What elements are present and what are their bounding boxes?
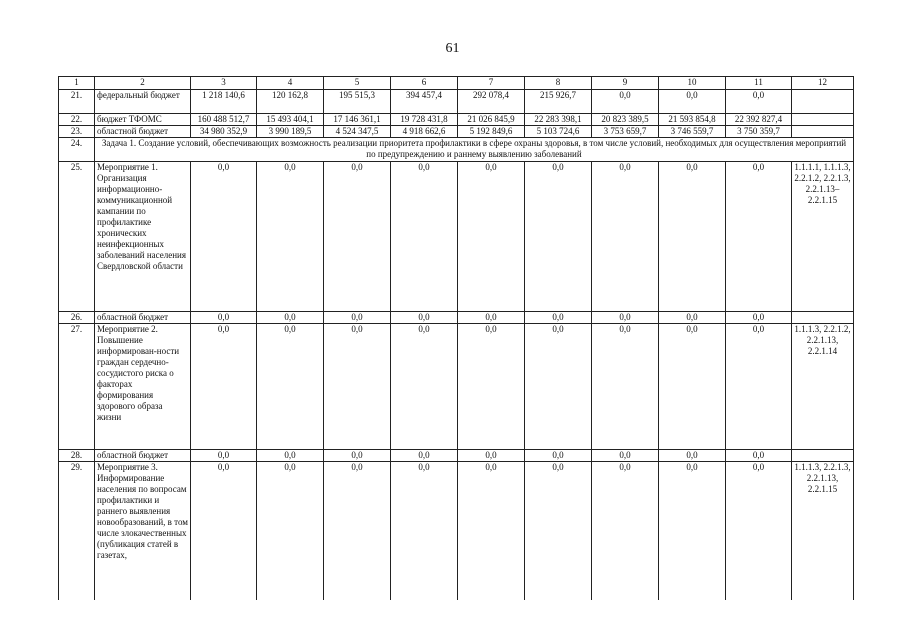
- header-cell: 4: [257, 77, 324, 90]
- value-cell: 0,0: [191, 312, 257, 324]
- value-cell: 0,0: [659, 324, 726, 450]
- value-cell: 34 980 352,9: [191, 126, 257, 138]
- value-cell: 160 488 512,7: [191, 114, 257, 126]
- value-cell: 0,0: [726, 450, 792, 462]
- value-cell: 0,0: [257, 312, 324, 324]
- row-name: Мероприятие 3. Информирование населения по вопросам профилактики и раннего выявления новообразований, в том числе злокачественных (публикация статей в газетах,: [95, 462, 191, 600]
- row-number: 22.: [59, 114, 95, 126]
- page-number: 61: [445, 41, 460, 56]
- value-cell: 0,0: [458, 312, 525, 324]
- value-cell: 0,0: [659, 162, 726, 312]
- header-cell: 7: [458, 77, 525, 90]
- value-cell: 0,0: [324, 324, 391, 450]
- codes-cell: 1.1.1.1, 1.1.1.3, 2.2.1.2, 2.2.1.3, 2.2.1.13– 2.2.1.15: [792, 162, 854, 312]
- value-cell: 3 990 189,5: [257, 126, 324, 138]
- value-cell: 0,0: [257, 324, 324, 450]
- value-cell: 0,0: [391, 312, 458, 324]
- value-cell: 1 218 140,6: [191, 90, 257, 114]
- row-number: 29.: [59, 462, 95, 600]
- value-cell: 0,0: [525, 450, 592, 462]
- header-cell: 1: [59, 77, 95, 90]
- value-cell: 3 750 359,7: [726, 126, 792, 138]
- row-name: Мероприятие 1. Организация информационно-коммуникационной кампании по профилактике хронических неинфекционных заболеваний населения Свердловской области: [95, 162, 191, 312]
- header-cell: 11: [726, 77, 792, 90]
- value-cell: 195 515,3: [324, 90, 391, 114]
- value-cell: 0,0: [191, 462, 257, 600]
- header-cell: 6: [391, 77, 458, 90]
- value-cell: 0,0: [458, 324, 525, 450]
- value-cell: 15 493 404,1: [257, 114, 324, 126]
- table-row: [59, 324, 854, 450]
- header-cell: 5: [324, 77, 391, 90]
- value-cell: 0,0: [525, 312, 592, 324]
- value-cell: 0,0: [592, 312, 659, 324]
- row-name: бюджет ТФОМС: [95, 114, 191, 126]
- value-cell: 0,0: [257, 162, 324, 312]
- value-cell: 0,0: [191, 450, 257, 462]
- header-row: [59, 77, 854, 90]
- table-row: [59, 312, 854, 324]
- value-cell: 5 192 849,6: [458, 126, 525, 138]
- row-number: 21.: [59, 90, 95, 114]
- table-row: [59, 462, 854, 600]
- value-cell: 0,0: [458, 450, 525, 462]
- value-cell: 4 524 347,5: [324, 126, 391, 138]
- value-cell: 0,0: [592, 450, 659, 462]
- value-cell: 0,0: [257, 462, 324, 600]
- table-row: [59, 114, 854, 126]
- value-cell: 0,0: [391, 324, 458, 450]
- table-row: [59, 90, 854, 114]
- value-cell: 0,0: [324, 450, 391, 462]
- value-cell: 0,0: [257, 450, 324, 462]
- row-name: областной бюджет: [95, 312, 191, 324]
- table-row: [59, 126, 854, 138]
- header-cell: 9: [592, 77, 659, 90]
- codes-cell: 1.1.1.3, 2.2.1.2, 2.2.1.13, 2.2.1.14: [792, 324, 854, 450]
- value-cell: 120 162,8: [257, 90, 324, 114]
- value-cell: 21 593 854,8: [659, 114, 726, 126]
- value-cell: 0,0: [324, 462, 391, 600]
- row-name: Мероприятие 2. Повышение информирован-ности граждан сердечно-сосудистого риска о факторах формирования здорового образа жизни: [95, 324, 191, 450]
- task-title: Задача 1. Создание условий, обеспечивающих возможность реализации приоритета профилактики в сфере охраны здоровья, в том числе условий, необходимых для осуществления мероприятий по предупреждению и раннему выявлению заболеваний: [95, 138, 854, 162]
- value-cell: 20 823 389,5: [592, 114, 659, 126]
- codes-cell: [792, 312, 854, 324]
- value-cell: 21 026 845,9: [458, 114, 525, 126]
- value-cell: 0,0: [191, 162, 257, 312]
- value-cell: 3 746 559,7: [659, 126, 726, 138]
- task-row: [59, 138, 854, 162]
- value-cell: 0,0: [592, 90, 659, 114]
- value-cell: 0,0: [525, 324, 592, 450]
- codes-cell: [792, 114, 854, 126]
- value-cell: 0,0: [659, 312, 726, 324]
- value-cell: 0,0: [659, 90, 726, 114]
- value-cell: 0,0: [525, 462, 592, 600]
- value-cell: 0,0: [592, 324, 659, 450]
- codes-cell: [792, 126, 854, 138]
- row-number: 28.: [59, 450, 95, 462]
- value-cell: 17 146 361,1: [324, 114, 391, 126]
- codes-cell: 1.1.1.3, 2.2.1.3, 2.2.1.13, 2.2.1.15: [792, 462, 854, 600]
- value-cell: 0,0: [726, 90, 792, 114]
- value-cell: 0,0: [726, 162, 792, 312]
- value-cell: 215 926,7: [525, 90, 592, 114]
- value-cell: 0,0: [659, 450, 726, 462]
- row-number: 25.: [59, 162, 95, 312]
- value-cell: 5 103 724,6: [525, 126, 592, 138]
- header-cell: 2: [95, 77, 191, 90]
- value-cell: 22 392 827,4: [726, 114, 792, 126]
- value-cell: 0,0: [324, 162, 391, 312]
- row-number: 27.: [59, 324, 95, 450]
- header-cell: 10: [659, 77, 726, 90]
- value-cell: 0,0: [592, 162, 659, 312]
- table-row: [59, 162, 854, 312]
- value-cell: 0,0: [391, 162, 458, 312]
- header-cell: 8: [525, 77, 592, 90]
- row-number: 23.: [59, 126, 95, 138]
- table-row: [59, 450, 854, 462]
- header-cell: 12: [792, 77, 854, 90]
- value-cell: 0,0: [391, 450, 458, 462]
- value-cell: 0,0: [726, 324, 792, 450]
- value-cell: 0,0: [324, 312, 391, 324]
- row-name: областной бюджет: [95, 450, 191, 462]
- value-cell: 0,0: [191, 324, 257, 450]
- value-cell: 19 728 431,8: [391, 114, 458, 126]
- value-cell: 0,0: [525, 162, 592, 312]
- value-cell: 0,0: [458, 462, 525, 600]
- value-cell: 22 283 398,1: [525, 114, 592, 126]
- value-cell: 0,0: [659, 462, 726, 600]
- codes-cell: [792, 450, 854, 462]
- row-name: федеральный бюджет: [95, 90, 191, 114]
- budget-table: [58, 76, 854, 600]
- value-cell: 3 753 659,7: [592, 126, 659, 138]
- value-cell: 394 457,4: [391, 90, 458, 114]
- value-cell: 0,0: [726, 462, 792, 600]
- value-cell: 4 918 662,6: [391, 126, 458, 138]
- row-number: 26.: [59, 312, 95, 324]
- row-number: 24.: [59, 138, 95, 162]
- row-name: областной бюджет: [95, 126, 191, 138]
- codes-cell: [792, 90, 854, 114]
- value-cell: 0,0: [391, 462, 458, 600]
- value-cell: 0,0: [726, 312, 792, 324]
- value-cell: 0,0: [458, 162, 525, 312]
- value-cell: 292 078,4: [458, 90, 525, 114]
- value-cell: 0,0: [592, 462, 659, 600]
- header-cell: 3: [191, 77, 257, 90]
